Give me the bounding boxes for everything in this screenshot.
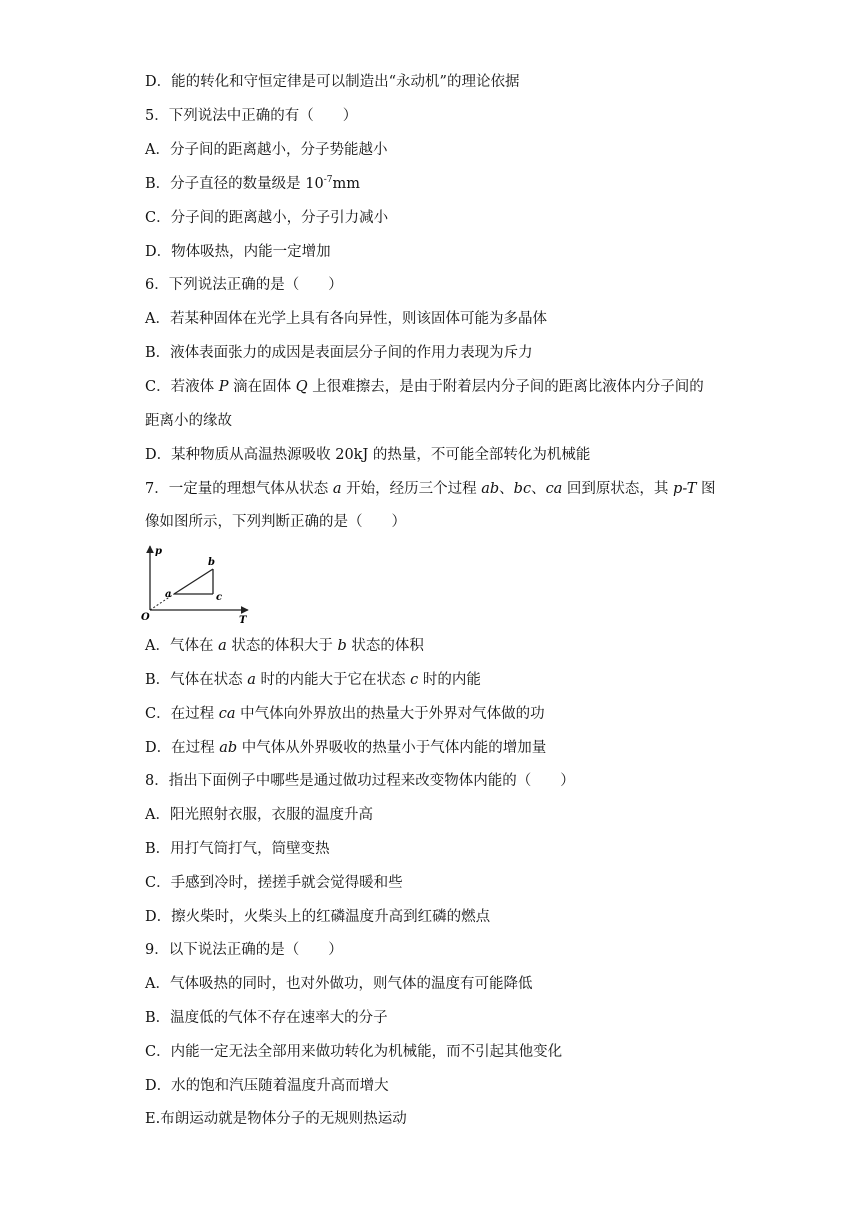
q6-option-c-var-q: Q — [295, 379, 308, 395]
q7-option-c-text-1: C．在过程 — [145, 706, 219, 722]
q7-stem — [145, 479, 716, 499]
q7-option-b — [145, 670, 481, 690]
q7-option-b-var-a: a — [247, 672, 256, 688]
q8-stem: 8．指出下面例子中哪些是通过做功过程来改变物体内能的（ ） — [145, 773, 575, 789]
q7-stem-sep-2: 、 — [531, 481, 546, 497]
q6-option-c-text-3: 上很难擦去，是由于附着层内分子间的距离比液体内分子间的 — [307, 379, 704, 395]
q7-stem-var-a: a — [332, 481, 342, 497]
q9-stem: 9．以下说法正确的是（ ） — [145, 942, 343, 958]
q7-option-d — [145, 738, 546, 758]
q9-option-d: D．水的饱和汽压随着温度升高而增大 — [145, 1078, 389, 1094]
q7-option-b-var-c: c — [410, 672, 419, 688]
q7-stem-text-1: 7．一定量的理想气体从状态 — [145, 481, 333, 497]
q7-option-b-text-3: 时的内能 — [418, 672, 481, 688]
q6-option-b: B．液体表面张力的成因是表面层分子间的作用力表现为斥力 — [145, 345, 533, 361]
q6-option-d: D．某种物质从高温热源吸收 20kJ 的热量，不可能全部转化为机械能 — [145, 447, 591, 463]
q9-option-a: A．气体吸热的同时，也对外做功，则气体的温度有可能降低 — [145, 976, 533, 992]
q7-option-a-text-2: 状态的体积大于 — [226, 638, 338, 654]
q7-option-a — [145, 636, 424, 656]
q6-option-c-continued: 距离小的缘故 — [145, 413, 232, 429]
point-b-label: b — [208, 557, 215, 568]
q9-option-e: E.布朗运动就是物体分子的无规则热运动 — [145, 1111, 407, 1127]
q5-option-b — [145, 174, 360, 194]
point-a-label: a — [165, 589, 172, 600]
q7-option-c-text-2: 中气体向外界放出的热量大于外界对气体做的功 — [235, 706, 545, 722]
p-axis-label: p — [155, 546, 162, 557]
q9-option-b: B．温度低的气体不存在速率大的分子 — [145, 1010, 388, 1026]
q4-option-d: D．能的转化和守恒定律是可以制造出“永动机”的理论依据 — [145, 74, 520, 90]
q8-option-b: B．用打气筒打气，筒壁变热 — [145, 841, 330, 857]
q7-option-a-var-a: a — [218, 638, 227, 654]
q7-option-b-text-2: 时的内能大于它在状态 — [255, 672, 411, 688]
q7-option-c-var-ca: ca — [218, 706, 236, 722]
process-ab — [174, 569, 213, 594]
q7-option-a-var-b: b — [337, 638, 347, 654]
q6-option-c-var-p: P — [218, 379, 229, 395]
t-axis-label: T — [239, 615, 247, 625]
q7-stem-text-2: 开始，经历三个过程 — [341, 481, 482, 497]
origin-label: O — [141, 612, 150, 623]
q7-option-d-var-ab: ab — [219, 740, 238, 756]
q7-stem-text-3: 回到原状态，其 — [562, 481, 674, 497]
q6-stem: 6．下列说法正确的是（ ） — [145, 277, 343, 293]
q7-pt-graph — [138, 540, 253, 625]
point-c-label: c — [216, 592, 223, 603]
q6-option-c-text-1: C．若液体 — [145, 379, 219, 395]
q7-option-d-text-2: 中气体从外界吸收的热量小于气体内能的增加量 — [237, 740, 547, 756]
q7-option-d-text-1: D．在过程 — [145, 740, 220, 756]
q5-option-b-text: B．分子直径的数量级是 10 — [145, 176, 324, 192]
q5-option-a: A．分子间的距离越小，分子势能越小 — [145, 142, 388, 158]
q7-option-a-text-3: 状态的体积 — [346, 638, 424, 654]
q7-stem-text-4: 图 — [696, 481, 716, 497]
q5-option-b-unit: mm — [332, 176, 360, 192]
q6-option-c — [145, 377, 704, 397]
q7-stem-var-pt: p-T — [673, 481, 697, 497]
q7-option-c — [145, 704, 545, 724]
q9-option-c: C．内能一定无法全部用来做功转化为机械能，而不引起其他变化 — [145, 1044, 563, 1060]
q7-stem-var-ca: ca — [545, 481, 563, 497]
q7-stem-continued: 像如图所示，下列判断正确的是（ ） — [145, 514, 406, 530]
q8-option-d: D．擦火柴时，火柴头上的红磷温度升高到红磷的燃点 — [145, 909, 491, 925]
q6-option-a: A．若某种固体在光学上具有各向异性，则该固体可能为多晶体 — [145, 311, 547, 327]
q5-option-d: D．物体吸热，内能一定增加 — [145, 244, 331, 260]
q5-option-c: C．分子间的距离越小，分子引力减小 — [145, 210, 389, 226]
q7-stem-sep-1: 、 — [499, 481, 514, 497]
q8-option-c: C．手感到冷时，搓搓手就会觉得暖和些 — [145, 875, 403, 891]
q7-option-a-text-1: A．气体在 — [145, 638, 219, 654]
q6-option-c-text-2: 滴在固体 — [228, 379, 296, 395]
q5-option-b-exponent: -7 — [323, 175, 333, 186]
q7-option-b-text-1: B．气体在状态 — [145, 672, 248, 688]
q7-stem-var-bc: bc — [513, 481, 532, 497]
q8-option-a: A．阳光照射衣服，衣服的温度升高 — [145, 807, 373, 823]
q7-stem-var-ab: ab — [481, 481, 500, 497]
q5-stem: 5．下列说法中正确的有（ ） — [145, 108, 358, 124]
